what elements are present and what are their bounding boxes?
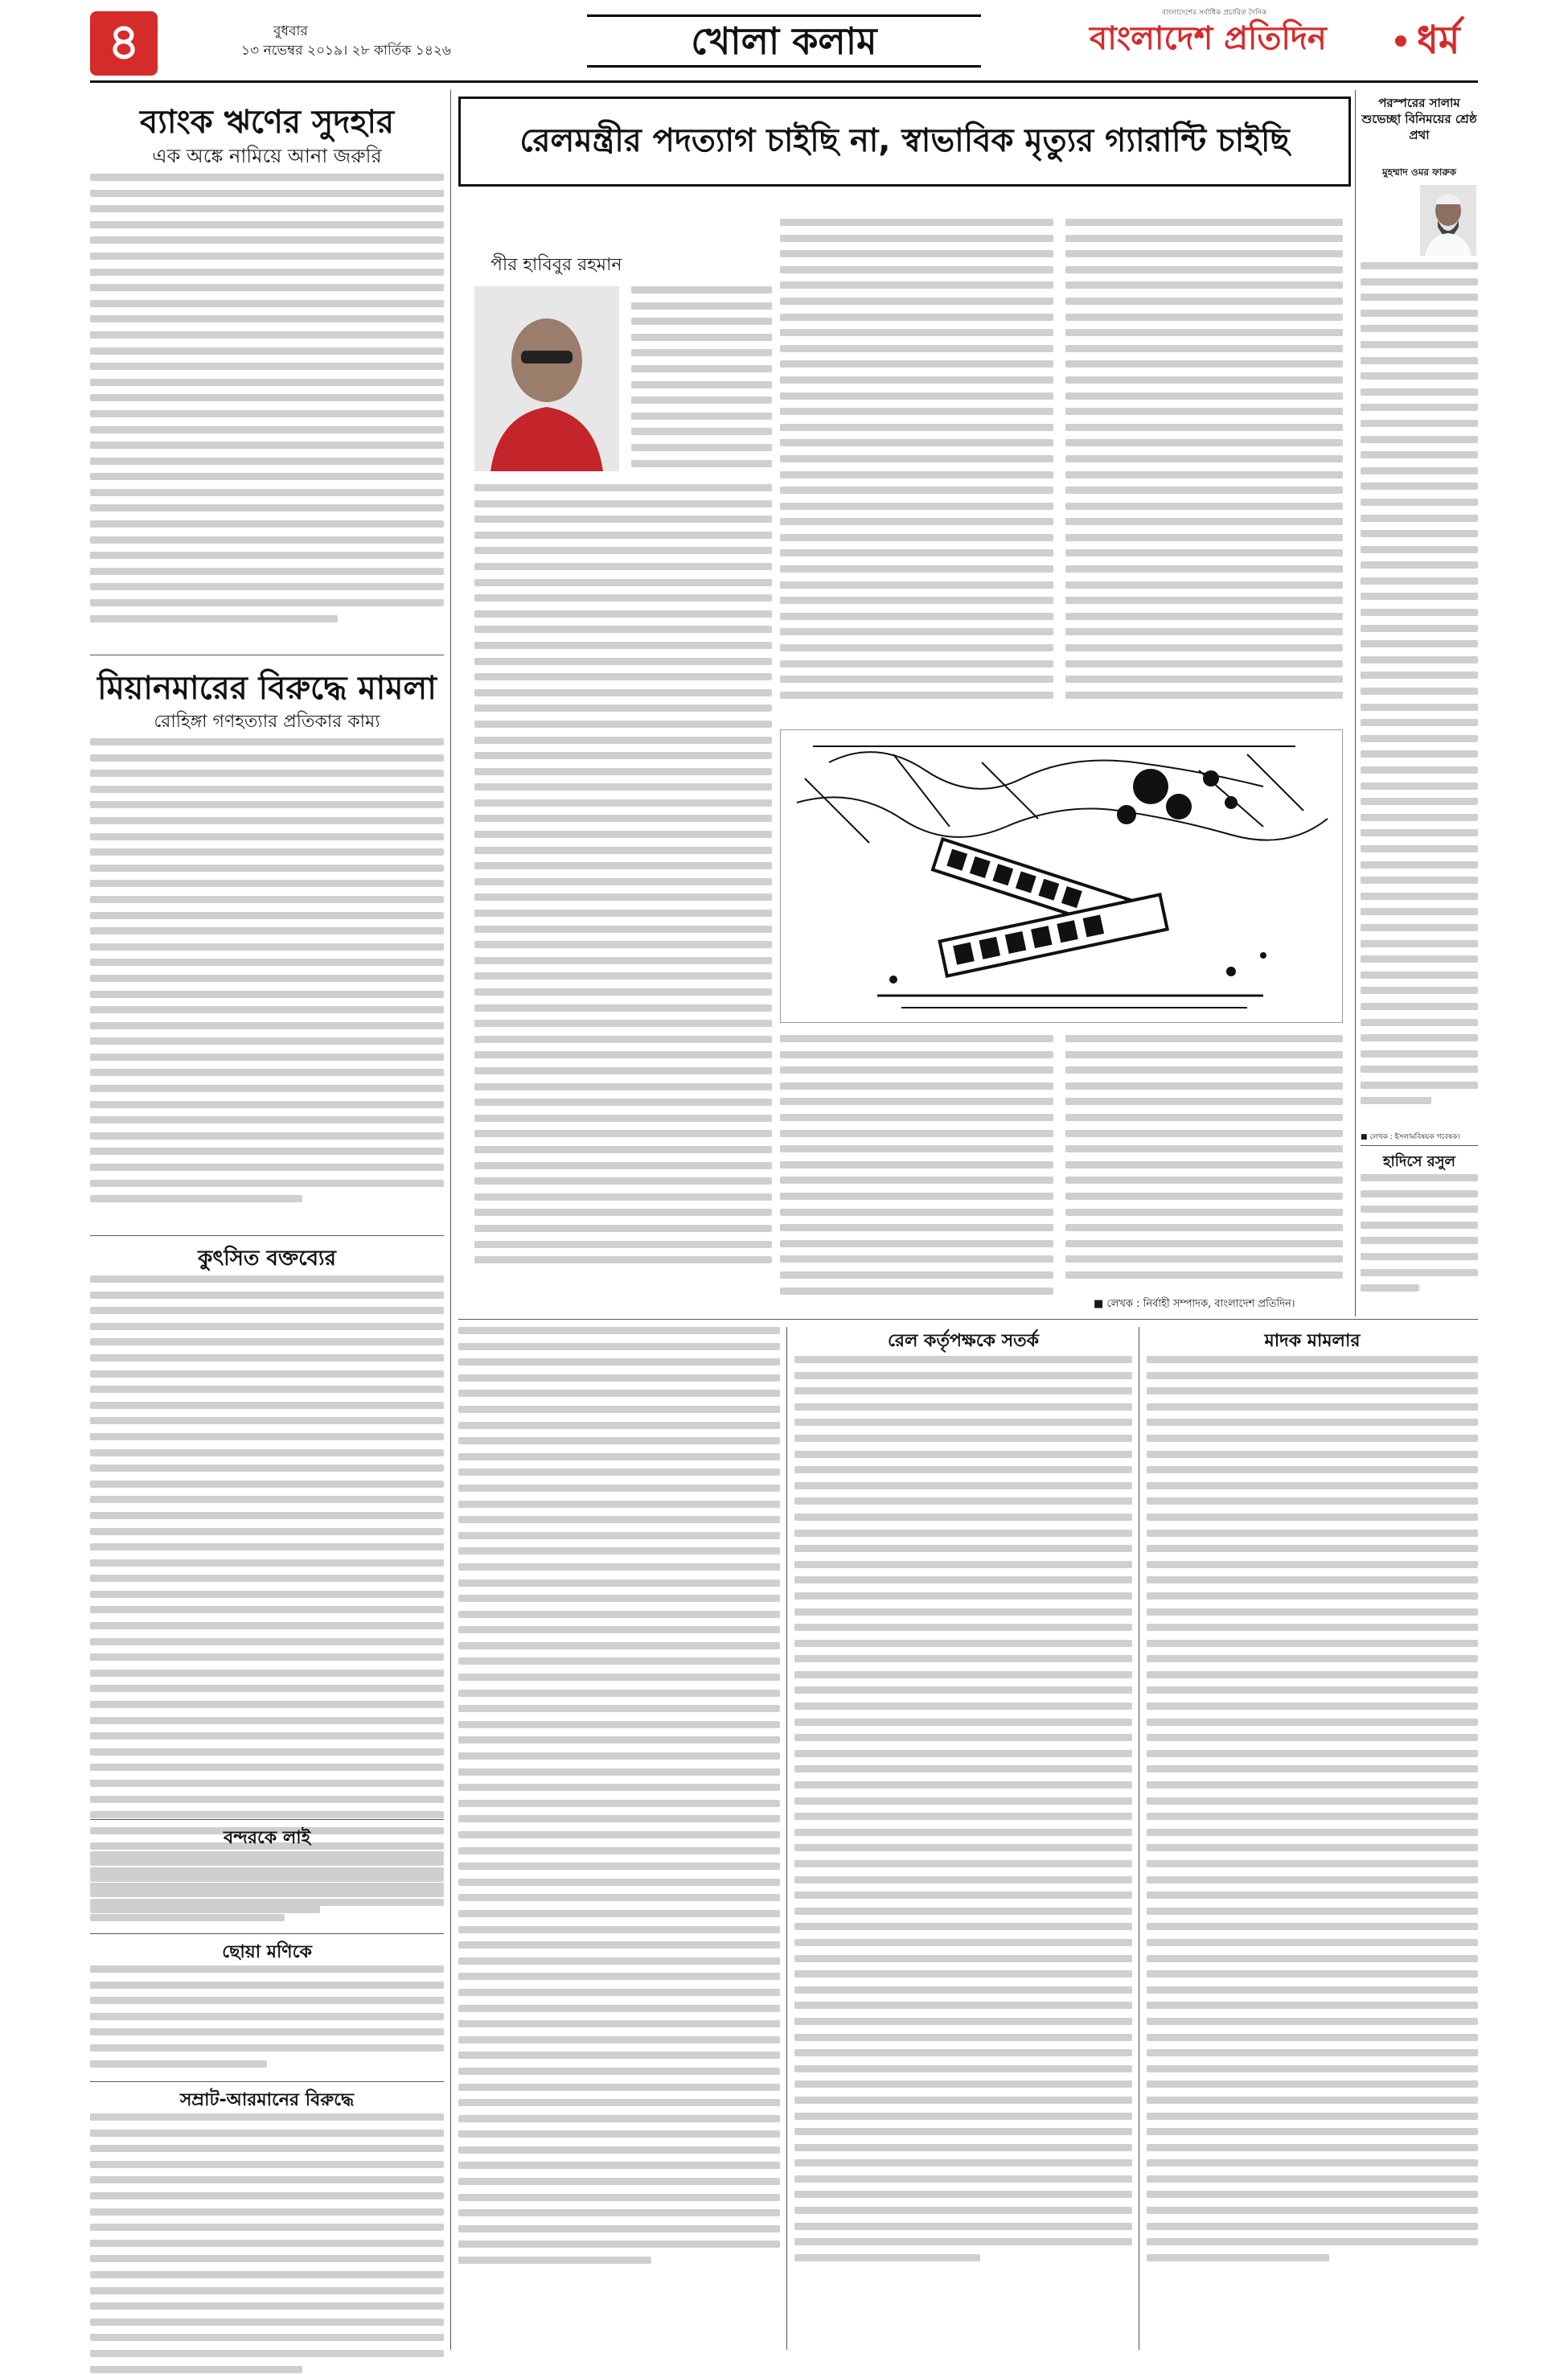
art5-body — [90, 1965, 444, 2076]
art9-title: পরস্পরের সালাম শুভেচ্ছা বিনিময়ের শ্রেষ্ঠ প্রথা — [1361, 96, 1477, 142]
art8-body — [1147, 1356, 1478, 2269]
art2-body — [90, 738, 444, 1211]
art9-author: মুহম্মাদ ওমর ফারুক — [1382, 166, 1456, 178]
art6-body — [90, 2113, 444, 2374]
art7-title: রেল কর্তৃপক্ষকে সতর্ক — [887, 1331, 1040, 1351]
art9-body — [1361, 262, 1478, 1113]
main-headline: রেলমন্ত্রীর পদত্যাগ চাইছি না, স্বাভাবিক মৃত্যুর গ্যারান্টি চাইছি — [519, 122, 1290, 159]
brand-dot — [1395, 35, 1406, 47]
masthead-day: বুধবার — [273, 23, 308, 39]
paper-tagline: বাংলাদেশের সর্বাধিক প্রচারিত দৈনিক — [1162, 9, 1267, 17]
art6-title: সম্রাট-আরমানের বিরুদ্ধে — [179, 2090, 355, 2110]
art1-body — [90, 174, 444, 630]
art2-title: মিয়ানমারের বিরুদ্ধে মামলা — [97, 670, 437, 707]
religion-article — [1361, 90, 1478, 1316]
bottom-mid-article — [794, 1327, 1132, 2350]
paper-name: বাংলাদেশ প্রতিদিন — [1090, 20, 1327, 57]
masthead-date: ১৩ নভেম্বর ২০১৯। ২৮ কার্তিক ১৪২৬ — [241, 43, 451, 59]
masthead — [0, 0, 1568, 87]
bottom-right-article — [1147, 1327, 1478, 2350]
art5-title: ছোয়া মণিকে — [222, 1942, 312, 1962]
art1-title: ব্যাংক ঋণের সুদহার — [140, 104, 394, 141]
main-col-2 — [780, 219, 1053, 707]
rail-accident-illustration — [780, 729, 1343, 1023]
art4-title: বন্দরকে লাই — [223, 1828, 311, 1848]
main-article — [458, 90, 1351, 1316]
art9-footer: ■ লেখক : ইসলামবিষয়ক গবেষক। — [1361, 1133, 1460, 1141]
main-col-3-lower — [1065, 1035, 1343, 1288]
main-col-1-upper — [631, 286, 772, 475]
bottom-left-article — [458, 1327, 780, 2350]
main-col-3 — [1065, 219, 1343, 707]
main-col-1 — [474, 484, 772, 1272]
main-byline: পীর হাবিবুর রহমান — [491, 255, 622, 275]
art7-body — [794, 1356, 1132, 2269]
section-title: খোলা কলাম — [691, 19, 877, 63]
art9-author-photo — [1420, 185, 1476, 256]
art10-title: হাদিসে রসুল — [1383, 1153, 1455, 1170]
bottom-col-1 — [458, 1327, 780, 2273]
author-photo — [474, 286, 619, 471]
art1-subtitle: এক অঙ্কে নামিয়ে আনা জরুরি — [152, 145, 382, 167]
art2-subtitle: রোহিঙ্গা গণহত্যার প্রতিকার কাম্য — [154, 712, 380, 732]
main-author-note: ■ লেখক : নির্বাহী সম্পাদক, বাংলাদেশ প্রতিদিন। — [1094, 1298, 1295, 1310]
art10-body — [1361, 1174, 1478, 1300]
main-col-2-lower — [780, 1035, 1053, 1303]
art4-body — [90, 1851, 444, 1930]
art3-title: কুৎসিত বক্তব্যের — [198, 1247, 336, 1271]
masthead-rule — [90, 80, 1478, 83]
left-column — [90, 90, 444, 2350]
section-right-title: ধর্ম — [1417, 18, 1460, 63]
page-number: ৪ — [107, 12, 141, 71]
art8-title: মাদক মামলার — [1264, 1331, 1361, 1351]
